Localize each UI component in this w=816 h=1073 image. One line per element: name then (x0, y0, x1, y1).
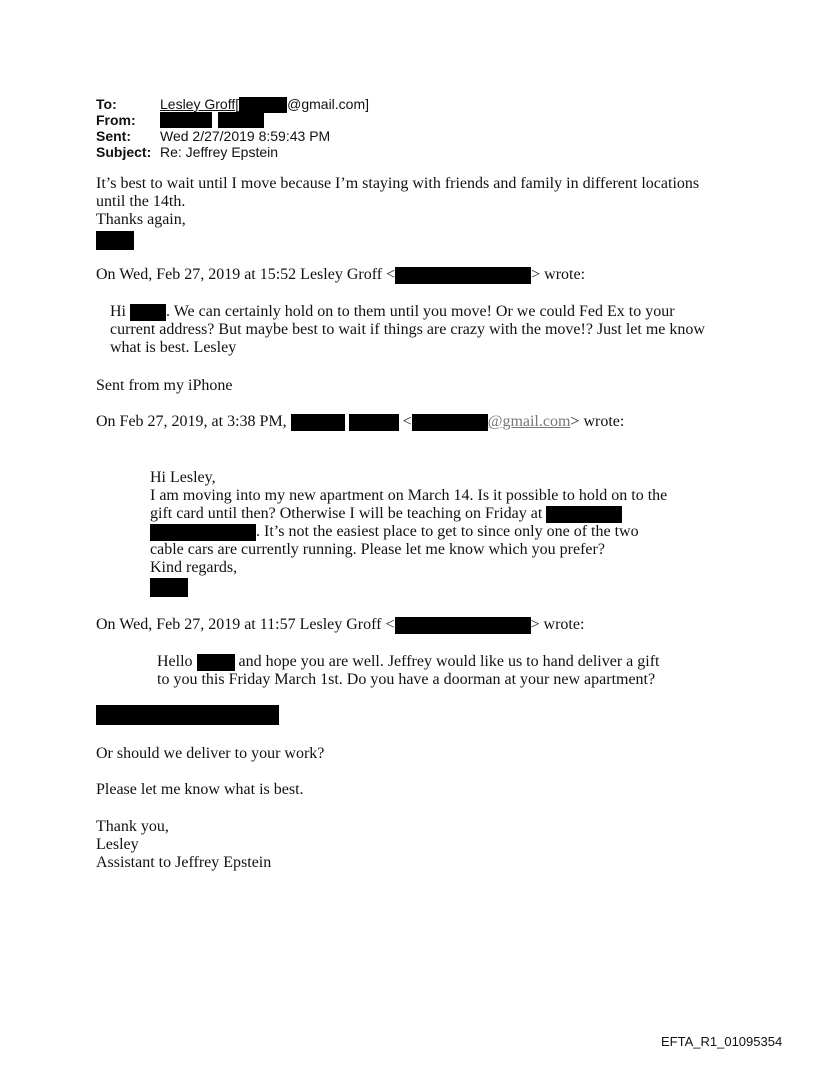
quote-2-line-2: gift card until then? Otherwise I will be teaching on Friday at (150, 505, 543, 522)
from-label: From: (96, 112, 136, 128)
quote-header-2-text: On Feb 27, 2019, at 3:38 PM, (96, 413, 287, 430)
quote-body-3 (157, 653, 659, 689)
redaction-block (160, 112, 212, 128)
signature-name: Lesley (96, 836, 139, 853)
quote-2-line-1: I am moving into my new apartment on March 14. Is it possible to hold on to the (150, 487, 668, 504)
quote-1-line-2: current address? But maybe best to wait if things are crazy with the move!? Just let me know (110, 321, 705, 338)
quote-header-2-wrote: > wrote: (570, 413, 625, 430)
redaction-block (546, 506, 622, 523)
redaction-block (197, 654, 235, 671)
to-name: Lesley Groff[ (160, 96, 240, 112)
quote-header-1-text: On Wed, Feb 27, 2019 at 15:52 Lesley Groff < (96, 266, 396, 283)
to-label: To: (96, 96, 117, 112)
sent-value: Wed 2/27/2019 8:59:43 PM (160, 128, 331, 144)
redaction-block (96, 705, 279, 725)
reply-line-1: It’s best to wait until I move because I’m staying with friends and family in different locations (96, 175, 700, 192)
subject-label: Subject: (96, 144, 152, 160)
from-value (160, 111, 264, 128)
quote-header-3-text: On Wed, Feb 27, 2019 at 11:57 Lesley Groff < (96, 616, 395, 633)
signature-block (96, 818, 271, 872)
redacted-line (96, 705, 279, 725)
reply-body (96, 175, 699, 250)
quote-3-hello: Hello (157, 653, 193, 670)
email-link[interactable]: @gmail.com (487, 413, 571, 430)
quote-2-line-4: cable cars are currently running. Please let me know which you prefer? (150, 541, 605, 558)
redaction-block (349, 414, 399, 431)
quote-1-hi: Hi (110, 303, 126, 320)
signature-title: Assistant to Jeffrey Epstein (96, 854, 272, 871)
quote-header-2-lt: < (402, 413, 412, 430)
redaction-block (395, 267, 531, 284)
quote-2-line-3: . It’s not the easiest place to get to since only one of the two (256, 523, 639, 540)
quote-header-1 (96, 266, 585, 284)
quote-body-1 (110, 303, 705, 357)
quote-3-work: Or should we deliver to your work? (96, 745, 325, 762)
to-email-suffix: @gmail.com] (287, 96, 370, 112)
redaction-block (150, 578, 188, 597)
redaction-block (96, 231, 134, 250)
quote-header-2 (96, 413, 624, 431)
redaction-block (395, 617, 531, 634)
signature-thanks: Thank you, (96, 818, 169, 835)
quote-1-line-3: what is best. Lesley (110, 339, 237, 356)
quote-body-2 (150, 469, 667, 597)
sent-label: Sent: (96, 128, 131, 144)
subject-value: Re: Jeffrey Epstein (160, 144, 279, 160)
quote-header-1-wrote: > wrote: (531, 266, 586, 283)
sent-from-line: Sent from my iPhone (96, 377, 233, 394)
quote-1-line-1: . We can certainly hold on to them until you move! Or we could Fed Ex to your (166, 303, 675, 320)
reply-line-2: until the 14th. (96, 193, 186, 210)
quote-header-3-wrote: > wrote: (530, 616, 585, 633)
redaction-block (130, 304, 166, 321)
quote-3-line-2: to you this Friday March 1st. Do you have a doorman at your new apartment? (157, 671, 656, 688)
redaction-block (218, 112, 264, 128)
redaction-block (150, 524, 256, 541)
quote-header-3 (96, 616, 584, 634)
redaction-block (291, 414, 345, 431)
footer-document-id: EFTA_R1_01095354 (661, 1034, 783, 1049)
quote-3-best: Please let me know what is best. (96, 781, 304, 798)
quote-2-closing: Kind regards, (150, 559, 238, 576)
reply-line-3: Thanks again, (96, 211, 186, 228)
redaction-block (412, 414, 488, 431)
quote-3-line-1: and hope you are well. Jeffrey would like us to hand deliver a gift (238, 653, 660, 670)
quote-2-greeting: Hi Lesley, (150, 469, 216, 486)
